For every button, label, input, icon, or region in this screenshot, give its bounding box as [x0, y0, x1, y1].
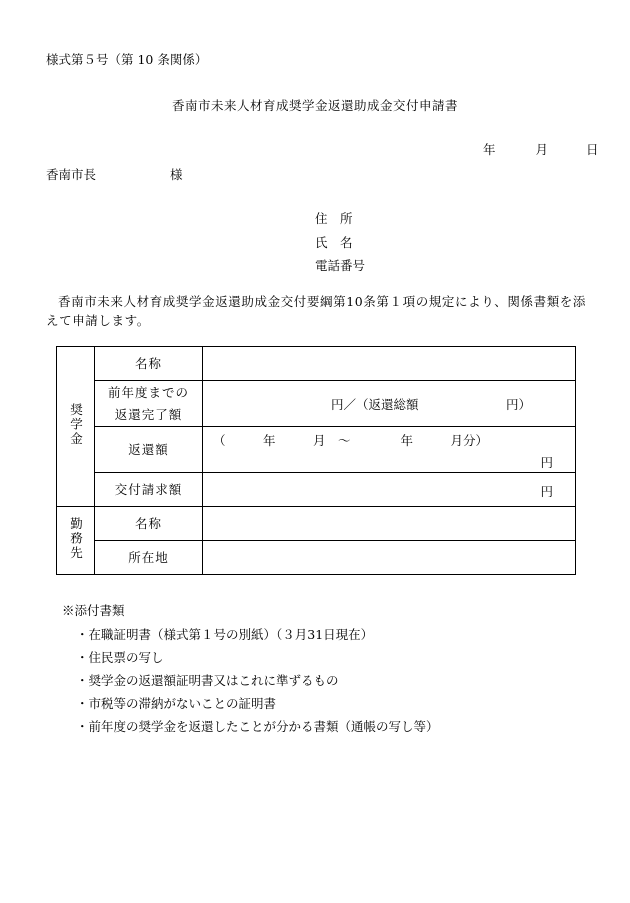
attachment-item: ・奨学金の返還額証明書又はこれに準ずるもの: [76, 673, 339, 688]
date-line: [483, 140, 598, 158]
repay-period: （ 年 月 ～ 年 月分）: [213, 433, 489, 448]
attachment-item: ・住民票の写し: [76, 650, 164, 665]
scholarship-name-label: 名称: [95, 347, 203, 381]
completed-amount-field[interactable]: [203, 381, 576, 427]
workplace-location-field[interactable]: [203, 541, 576, 575]
claim-amount-label: 交付請求額: [95, 473, 203, 507]
scholarship-group-cell: [57, 347, 95, 507]
workplace-name-field[interactable]: [203, 507, 576, 541]
repay-amount-label: 返還額: [95, 427, 203, 473]
addressee: [46, 165, 183, 183]
workplace-group-label: 勤務先: [68, 517, 84, 561]
applicant-name-label: 氏 名: [315, 235, 353, 250]
attachment-item: ・前年度の奨学金を返還したことが分かる書類（通帳の写し等）: [76, 719, 439, 734]
completed-label-line2: 返還完了額: [114, 406, 183, 422]
attachment-item: ・在職証明書（様式第１号の別紙）（３月31日現在）: [76, 627, 374, 642]
date-day: 日: [585, 142, 599, 157]
date-year: 年: [483, 142, 496, 157]
application-table: [56, 346, 576, 575]
addressee-name: 香南市長: [46, 167, 97, 182]
applicant-address-label: 住 所: [315, 211, 353, 226]
workplace-name-label: 名称: [95, 507, 203, 541]
claim-yen: 円: [540, 484, 553, 499]
intro-text: 香南市未来人材育成奨学金返還助成金交付要綱第10条第１項の規定により、関係書類を添えて申請します。: [46, 294, 587, 328]
attachments-heading: ※添付書類: [62, 603, 125, 618]
document-title: 香南市未来人材育成奨学金返還助成金交付申請書: [171, 98, 458, 113]
form-number: 様式第５号（第 10 条関係）: [46, 52, 208, 67]
scholarship-group-label: 奨学金: [68, 403, 84, 447]
scholarship-name-field[interactable]: [203, 347, 576, 381]
repay-yen: 円: [540, 455, 553, 470]
date-month: 月: [535, 142, 548, 157]
repay-amount-field[interactable]: [203, 427, 576, 473]
completed-label-line1: 前年度までの: [107, 384, 189, 400]
attachment-item: ・市税等の滞納がないことの証明書: [76, 696, 277, 711]
addressee-honorific: 様: [170, 167, 183, 182]
completed-amount-label: [95, 381, 203, 427]
workplace-group-cell: [57, 507, 95, 575]
workplace-location-label: 所在地: [95, 541, 203, 575]
applicant-phone-label: 電話番号: [315, 258, 366, 273]
completed-amount-value: 円／（返還総額 円）: [331, 397, 532, 412]
claim-amount-field[interactable]: [203, 473, 576, 507]
